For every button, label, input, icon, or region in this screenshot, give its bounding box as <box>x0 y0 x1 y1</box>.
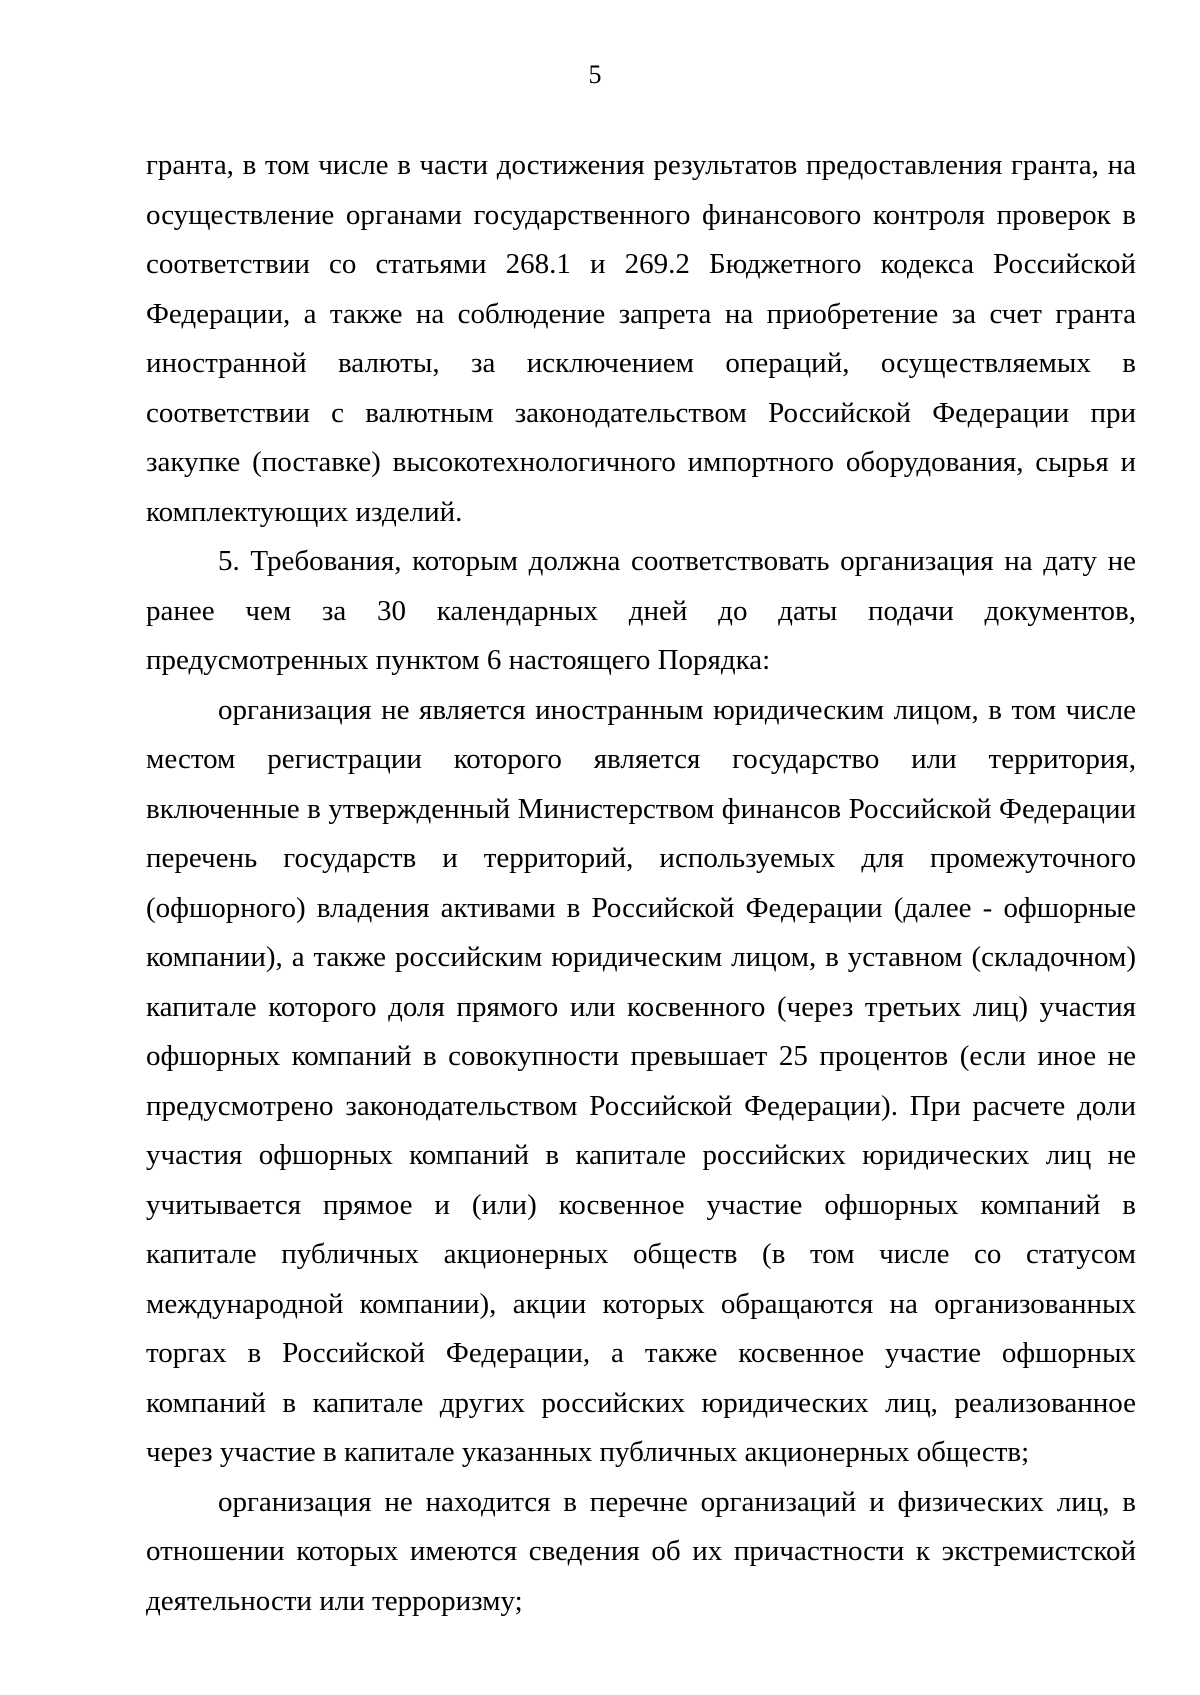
paragraph-grant-control: гранта, в том числе в части достижения результатов предоставления гранта, на осуществление органами государственного финансового контроля проверок в соответствии со статьями 268.1 и 269.2 Бюджетного кодекса Российской Федерации, а также на соблюдение запрета на приобретение за счет гранта иностранной валюты, за исключением операций, осуществляемых в соответствии с валютным законодательством Российской Федерации при закупке (поставке) высокотехнологичного импортного оборудования, сырья и комплектующих изделий. <box>146 149 1136 528</box>
paragraph-extremism-requirement: организация не находится в перечне организаций и физических лиц, в отношении которых имеются сведения об их причастности к экстремистской деятельности или терроризму; <box>146 1485 1136 1617</box>
page-number: 5 <box>588 60 602 89</box>
paragraph-offshore-requirement: организация не является иностранным юридическим лицом, в том числе местом регистрации которого является государство или территория, включенные в утвержденный Министерством финансов Российской Федерации перечень государств и территорий, используемых для промежуточного (офшорного) владения активами в Российской Федерации (далее - офшорные компании), а также российским юридическим лицом, в уставном (складочном) капитале которого доля прямого или косвенного (через третьих лиц) участия офшорных компаний в совокупности превышает 25 процентов (если иное не предусмотрено законодательством Российской Федерации). При расчете доли участия офшорных компаний в капитале российских юридических лиц не учитывается прямое и (или) косвенное участие офшорных компаний в капитале публичных акционерных обществ (в том числе со статусом международной компании), акции которых обращаются на организованных торгах в Российской Федерации, а также косвенное участие офшорных компаний в капитале других российских юридических лиц, реализованное через участие в капитале указанных публичных акционерных обществ; <box>146 693 1136 1468</box>
document-body <box>146 141 1136 1626</box>
paragraph-requirements-heading: 5. Требования, которым должна соответствовать организация на дату не ранее чем за 30 календарных дней до даты подачи документов, предусмотренных пунктом 6 настоящего Порядка: <box>146 545 1136 676</box>
